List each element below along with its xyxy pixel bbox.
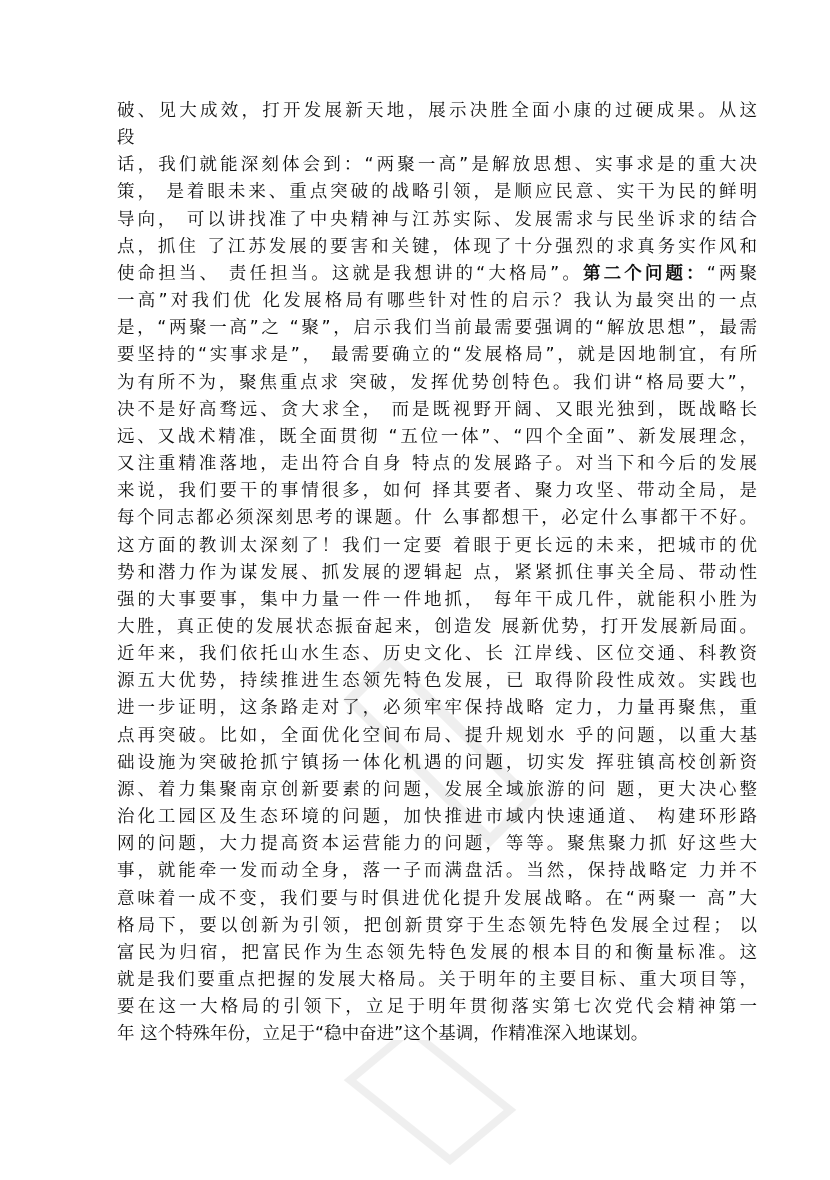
text-line: 础设施为突破抢抓宁镇扬一体化机遇的问题，切实发 挥驻镇高校创新资 xyxy=(117,752,757,773)
text-line: 进一步证明，这条路走对了，必须牢牢保持战略 定力，力量再聚焦，重 xyxy=(117,698,757,719)
text-line: 是，“两聚一高”之 “聚”，启示我们当前最需要强调的“解放思想”，最需 xyxy=(117,318,757,339)
text-line: 意味着一成不变，我们要与时俱进优化提升发展战略。在“两聚一 高”大 xyxy=(117,888,757,909)
text-line: 格局下，要以创新为引领，把创新贯穿于生态领先特色发展全过程； 以 xyxy=(117,915,757,936)
text-line: 远、又战术精准，既全面贯彻 “五位一体”、“四个全面”、新发展理念， xyxy=(117,426,757,447)
text-line: 要在这一大格局的引领下，立足于明年贯彻落实第七次党代会精神第一 xyxy=(117,997,757,1018)
text-line: 段 xyxy=(117,128,135,149)
text-line: 点，抓住 了江苏发展的要害和关键，体现了十分强烈的求真务实作风和 xyxy=(117,236,757,257)
text-line: 这方面的教训太深刻了！我们一定要 着眼于更长远的未来，把城市的优 xyxy=(117,535,757,556)
text-line: 年 这个特殊年份，立足于“稳中奋进”这个基调，作精准深入地谋划。 xyxy=(117,1024,649,1045)
text-line: 一高”对我们优 化发展格局有哪些针对性的启示？我认为最突出的一点 xyxy=(117,291,757,312)
text-line: 治化工园区及生态环境的问题，加快推进市域内快速通道、 构建环形路 xyxy=(117,807,757,828)
text-line: 大胜，真正使的发展状态振奋起来，创造发 展新优势，打开发展新局面。 xyxy=(117,616,757,637)
text-line: 要坚持的“实事求是”， 最需要确立的“发展格局”，就是因地制宜，有所 xyxy=(117,345,757,366)
text-segment: “两聚 xyxy=(706,263,757,284)
text-line: 网的问题，大力提高资本运营能力的问题，等等。聚焦聚力抓 好这些大 xyxy=(117,834,757,855)
text-line: 势和潜力作为谋发展、抓发展的逻辑起 点，紧紧抓住事关全局、带动性 xyxy=(117,562,757,583)
text-line: 导向， 可以讲找准了中央精神与江苏实际、发展需求与民坐诉求的结合 xyxy=(117,209,757,230)
text-line: 为有所不为，聚焦重点求 突破，发挥优势创特色。我们讲“格局要大”， xyxy=(117,372,757,393)
text-line: 点再突破。比如，全面优化空间布局、提升规划水 乎的问题，以重大基 xyxy=(117,725,757,746)
text-line: 富民为归宿，把富民作为生态领先特色发展的根本目的和衡量标准。这 xyxy=(117,942,757,963)
watermark-stamp-icon xyxy=(330,1040,530,1180)
body-text xyxy=(117,98,757,1048)
text-line: 每个同志都必须深刻思考的课题。什 么事都想干，必定什么事都干不好。 xyxy=(117,508,757,529)
text-line: 就是我们要重点把握的发展大格局。关于明年的主要目标、重大项目等， xyxy=(117,970,757,990)
text-line: 近年来，我们依托山水生态、历史文化、长 江岸线、区位交通、科教资 xyxy=(117,644,757,665)
text-line: 策， 是着眼未来、重点突破的战略引领，是顺应民意、实干为民的鲜明 xyxy=(117,182,757,203)
text-line: 来说，我们要干的事情很多，如何 择其要者、聚力攻坚、带动全局，是 xyxy=(117,481,757,502)
text-line: 源、着力集聚南京创新要素的问题，发展全域旅游的问 题，更大决心整 xyxy=(117,779,757,800)
text-line xyxy=(117,261,757,288)
text-line: 强的大事要事，集中力量一件一件地抓， 每年干成几件，就能积小胜为 xyxy=(117,589,757,610)
text-line: 源五大优势，持续推进生态领先特色发展，已 取得阶段性成效。实践也 xyxy=(117,671,757,692)
text-line: 事，就能牵一发而动全身，落一子而满盘活。当然，保持战略定 力并不 xyxy=(117,861,757,882)
text-segment: 使命担当、 责任担当。这就是我想讲的“大格局”。 xyxy=(117,263,583,284)
text-line: 破、见大成效，打开发展新天地，展示决胜全面小康的过硬成果。从这 xyxy=(117,101,757,121)
text-line: 决不是好高骛远、贪大求全， 而是既视野开阔、又眼光独到，既战略长 xyxy=(117,399,757,420)
section-heading: 第二个问题： xyxy=(582,263,707,284)
text-line: 又注重精准落地，走出符合自身 特点的发展路子。对当下和今后的发展 xyxy=(117,454,757,475)
text-line: 话，我们就能深刻体会到：“两聚一高”是解放思想、实事求是的重大决 xyxy=(117,155,757,176)
